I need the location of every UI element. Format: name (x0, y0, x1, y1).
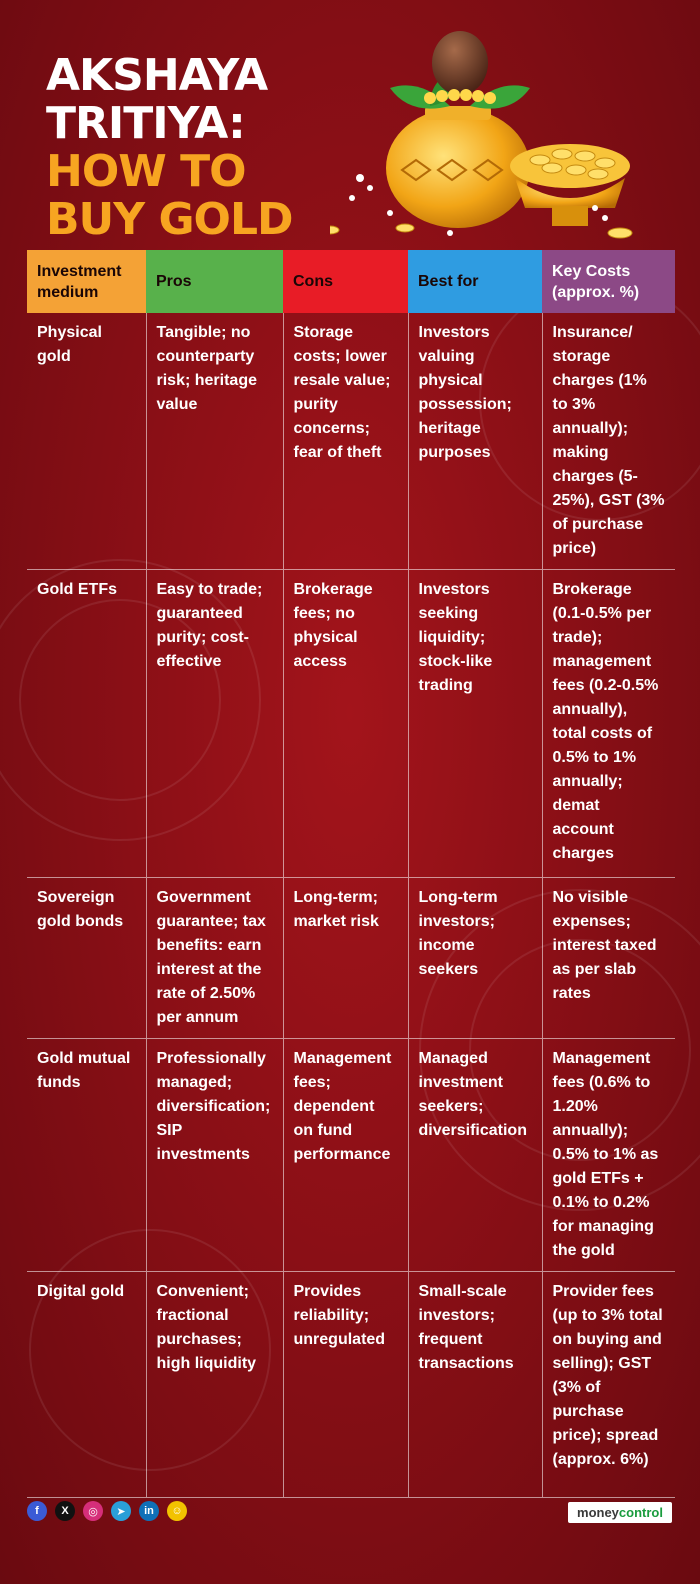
title-line-2: TRITIYA: (46, 98, 245, 149)
logo-part-control: control (618, 1505, 663, 1520)
cell-cons: Brokerage fees; no physical access (283, 570, 408, 878)
cell-cons: Long-term; market risk (283, 878, 408, 1039)
snapchat-icon[interactable]: ☺ (167, 1501, 187, 1521)
cell-key-costs: Insurance/ storage charges (1% to 3% annually); making charges (5-25%), GST (3% of purchase price) (542, 313, 675, 570)
title-line-3: HOW TO (46, 146, 246, 197)
telegram-icon[interactable]: ➤ (111, 1501, 131, 1521)
cell-medium: Physical gold (27, 313, 146, 570)
header-key-costs: Key Costs (approx. %) (542, 250, 675, 313)
gold-investment-table (27, 250, 675, 1498)
cell-medium: Gold ETFs (27, 570, 146, 878)
cell-key-costs: Provider fees (up to 3% total on buying and selling); GST (3% of purchase price); spread (approx. 6%) (542, 1272, 675, 1498)
social-icons (27, 1501, 187, 1521)
cell-pros: Tangible; no counterparty risk; heritage value (146, 313, 283, 570)
x-icon[interactable]: X (55, 1501, 75, 1521)
table-header-row (27, 250, 675, 313)
table-row (27, 1272, 675, 1498)
linkedin-icon[interactable]: in (139, 1501, 159, 1521)
header-pros: Pros (146, 250, 283, 313)
cell-best-for: Investors valuing physical possession; heritage purposes (408, 313, 542, 570)
facebook-icon[interactable]: f (27, 1501, 47, 1521)
title-line-1: AKSHAYA (46, 50, 268, 101)
cell-key-costs: Brokerage (0.1-0.5% per trade); management fees (0.2-0.5% annually), total costs of 0.5% to 1% annually; demat account charges (542, 570, 675, 878)
logo-part-money: money (577, 1505, 619, 1520)
kalash-gold-illustration (330, 18, 700, 243)
cell-best-for: Investors seeking liquidity; stock-like trading (408, 570, 542, 878)
cell-best-for: Small-scale investors; frequent transactions (408, 1272, 542, 1498)
cell-key-costs: No visible expenses; interest taxed as per slab rates (542, 878, 675, 1039)
table-row (27, 570, 675, 878)
table-row (27, 313, 675, 570)
table-row (27, 878, 675, 1039)
cell-best-for: Managed investment seekers; diversification (408, 1039, 542, 1272)
moneycontrol-logo (568, 1502, 672, 1523)
cell-medium: Gold mutual funds (27, 1039, 146, 1272)
header-investment-medium: Investment medium (27, 250, 146, 313)
cell-pros: Easy to trade; guaranteed purity; cost-effective (146, 570, 283, 878)
cell-pros: Convenient; fractional purchases; high liquidity (146, 1272, 283, 1498)
cell-key-costs: Management fees (0.6% to 1.20% annually); 0.5% to 1% as gold ETFs + 0.1% to 0.2% for managing the gold (542, 1039, 675, 1272)
cell-medium: Digital gold (27, 1272, 146, 1498)
cell-cons: Management fees; dependent on fund performance (283, 1039, 408, 1272)
cell-pros: Government guarantee; tax benefits: earn interest at the rate of 2.50% per annum (146, 878, 283, 1039)
table-row (27, 1039, 675, 1272)
instagram-icon[interactable]: ◎ (83, 1501, 103, 1521)
cell-medium: Sovereign gold bonds (27, 878, 146, 1039)
cell-cons: Provides reliability; unregulated (283, 1272, 408, 1498)
header-best-for: Best for (408, 250, 542, 313)
cell-cons: Storage costs; lower resale value; purity concerns; fear of theft (283, 313, 408, 570)
title-line-4: BUY GOLD (46, 194, 293, 245)
header-cons: Cons (283, 250, 408, 313)
cell-best-for: Long-term investors; income seekers (408, 878, 542, 1039)
page-title (46, 52, 293, 244)
cell-pros: Professionally managed; diversification; SIP investments (146, 1039, 283, 1272)
